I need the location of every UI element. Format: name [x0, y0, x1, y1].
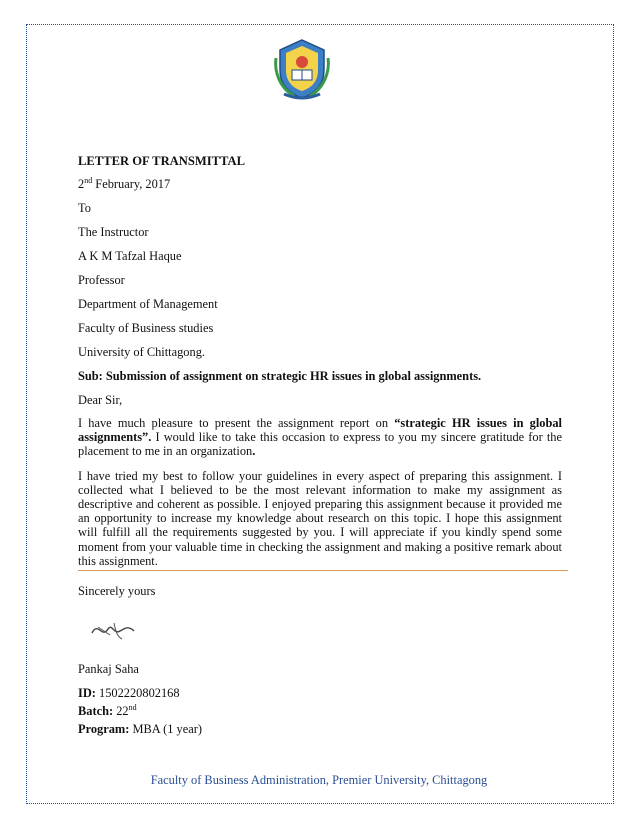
sender-batch: Batch: 22nd — [78, 702, 137, 719]
paragraph-1: I have much pleasure to present the assignment report on “strategic HR issues in global assignments”. I would like to take this occasion to express to you my sincere gratitude for the placement to me in an organization. — [78, 416, 562, 459]
signature-icon — [84, 609, 144, 649]
divider-line — [78, 570, 568, 571]
university-logo-icon — [270, 36, 334, 102]
letter-body — [78, 153, 562, 739]
recipient-title: Professor — [78, 273, 125, 287]
paragraph-2: I have tried my best to follow your guidelines in every aspect of preparing this assignment. I collected what I believed to be the most relevant information to make my assignment as descriptive and coherent as possible. I enjoyed preparing this assignment because it provided me an opportunity to increase my knowledge about research on this topic. I hope this assignment will fulfill all the requirements suggested by you. I will appreciate if you kindly spend some moment from your valuable time in checking the assignment and making a positive remark about this assignment. — [78, 468, 562, 568]
recipient-university: University of Chittagong. — [78, 345, 205, 359]
letter-title: LETTER OF TRANSMITTAL — [78, 154, 246, 168]
closing: Sincerely yours — [78, 584, 156, 599]
to-label: To — [78, 201, 91, 215]
letter-date: 2nd February, 2017 — [78, 175, 171, 191]
letter-subject: Sub: Submission of assignment on strategic HR issues in global assignments. — [78, 369, 482, 383]
salutation: Dear Sir, — [78, 393, 123, 407]
recipient-name: A K M Tafzal Haque — [78, 249, 182, 263]
sender-program: Program: MBA (1 year) — [78, 722, 202, 737]
recipient-department: Department of Management — [78, 297, 218, 311]
recipient-role: The Instructor — [78, 225, 149, 239]
recipient-faculty: Faculty of Business studies — [78, 321, 214, 335]
sender-id: ID: 1502220802168 — [78, 686, 180, 701]
sender-name: Pankaj Saha — [78, 662, 139, 677]
page-footer: Faculty of Business Administration, Premier University, Chittagong — [150, 773, 488, 787]
